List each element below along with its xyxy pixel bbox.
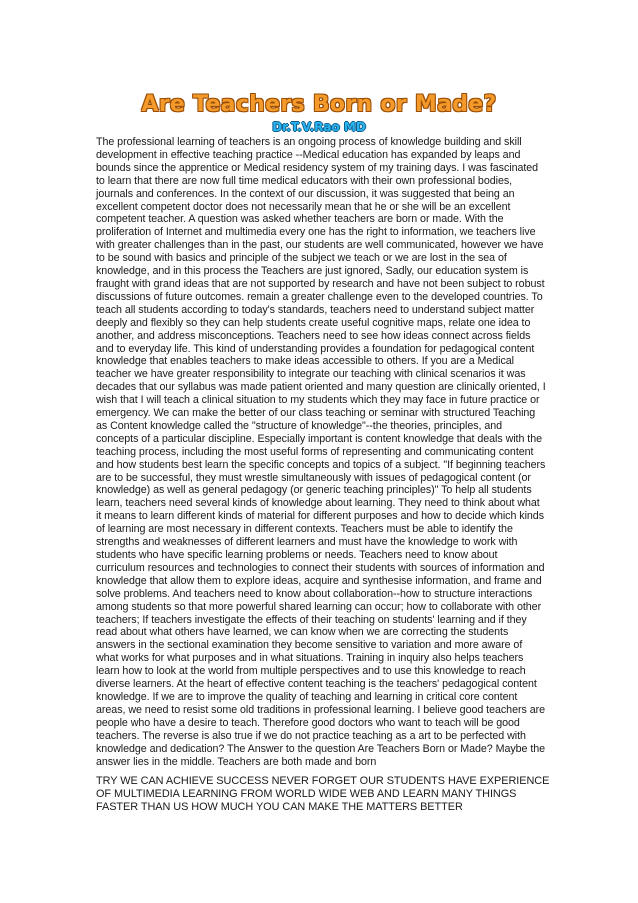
document-title: Are Teachers Born or Made?: [141, 92, 497, 117]
document-author: Dr.T.V.Rao MD: [272, 120, 366, 134]
body-paragraph: The professional learning of teachers is an ongoing process of knowledge building and skill development in effective teaching practice --Medical education has expanded by leaps and bounds since the apprentice or Medical residency system of my training days. I was fascinated to learn that there are now full time medical educators with their own professional bodies, journals and conferences. In the context of our discussion, it was suggested that being an excellent competent doctor does not necessarily mean that he or she will be an excellent competent teacher. A question was asked whether teachers are born or made. With the proliferation of Internet and multimedia every one has the right to information, we teachers live with greater challenges than in the past, our students are well communicated, however we have to be sound with basics and principle of the subject we teach or we are lost in the sea of knowledge, and in this process the Teachers are just ignored, Sadly, our education system is fraught with grand ideas that are not supported by research and have not been subject to robust discussions of future outcomes. remain a greater challenge even to the developed countries. To teach all students according to today's standards, teachers need to understand subject matter deeply and flexibly so they can help students create useful cognitive maps, relate one idea to another, and address misconceptions. Teachers need to see how ideas connect across fields and to everyday life. This kind of understanding provides a foundation for pedagogical content knowledge that enables teachers to make ideas accessible to others. If you are a Medical teacher we have greater responsibility to integrate our teaching with clinical scenarios it was decades that our syllabus was made patient oriented and many question are clinically oriented, I wish that I will teach a clinical situation to my students which they may face in future practice or emergency. We can make the better of our class teaching or seminar with structured Teaching as Content knowledge called the "structure of knowledge"--the theories, principles, and concepts of a particular discipline. Especially important is content knowledge that deals with the teaching process, including the most useful forms of representing and communicating content and how students best learn the specific concepts and topics of a subject. "If beginning teachers are to be successful, they must wrestle simultaneously with issues of pedagogical content (or knowledge) as well as general pedagogy (or generic teaching principles)" To help all students learn, teachers need several kinds of knowledge about learning. They need to think about what it means to learn different kinds of material for different purposes and how to decide which kinds of learning are most necessary in different contexts. Teachers must be able to identify the strengths and weaknesses of different learners and must have the knowledge to work with students who have specific learning problems or needs. Teachers need to know about curriculum resources and technologies to connect their students with sources of information and knowledge that allow them to explore ideas, acquire and synthesise information, and frame and solve problems. And teachers need to know about collaboration--how to structure interactions among students so that more powerful shared learning can occur; how to collaborate with other teachers; If teachers investigate the effects of their teaching on students' learning and if they read about what others have learned, we can know when we are correcting the students answers in the sectional examination they become sensitive to variation and more aware of what works for what purposes and in what situations. Training in inquiry also helps teachers learn how to look at the world from multiple perspectives and to use this knowledge to reach diverse learners. At the heart of effective content teaching is the teachers' pedagogical content knowledge. If we are to improve the quality of teaching and learning in critical core content areas, we need to resist some old traditions in professional learning. I believe good teachers are people who have a desire to teach. Therefore good doctors who want to teach will be good teachers. The reverse is also true if we do not practice teaching as a art to be perfected with knowledge and dedication? The Answer to the question Are Teachers Born or Made? Maybe the answer lies in the middle. Teachers are both made and born: [96, 136, 546, 768]
closing-paragraph: TRY WE CAN ACHIEVE SUCCESS NEVER FORGET OUR STUDENTS HAVE EXPERIENCE OF MULTIMEDIA LEARNING FROM WORLD WIDE WEB AND LEARN MANY THINGS FASTER THAN US HOW MUCH YOU CAN MAKE THE MATTERS BETTER: [96, 775, 550, 814]
